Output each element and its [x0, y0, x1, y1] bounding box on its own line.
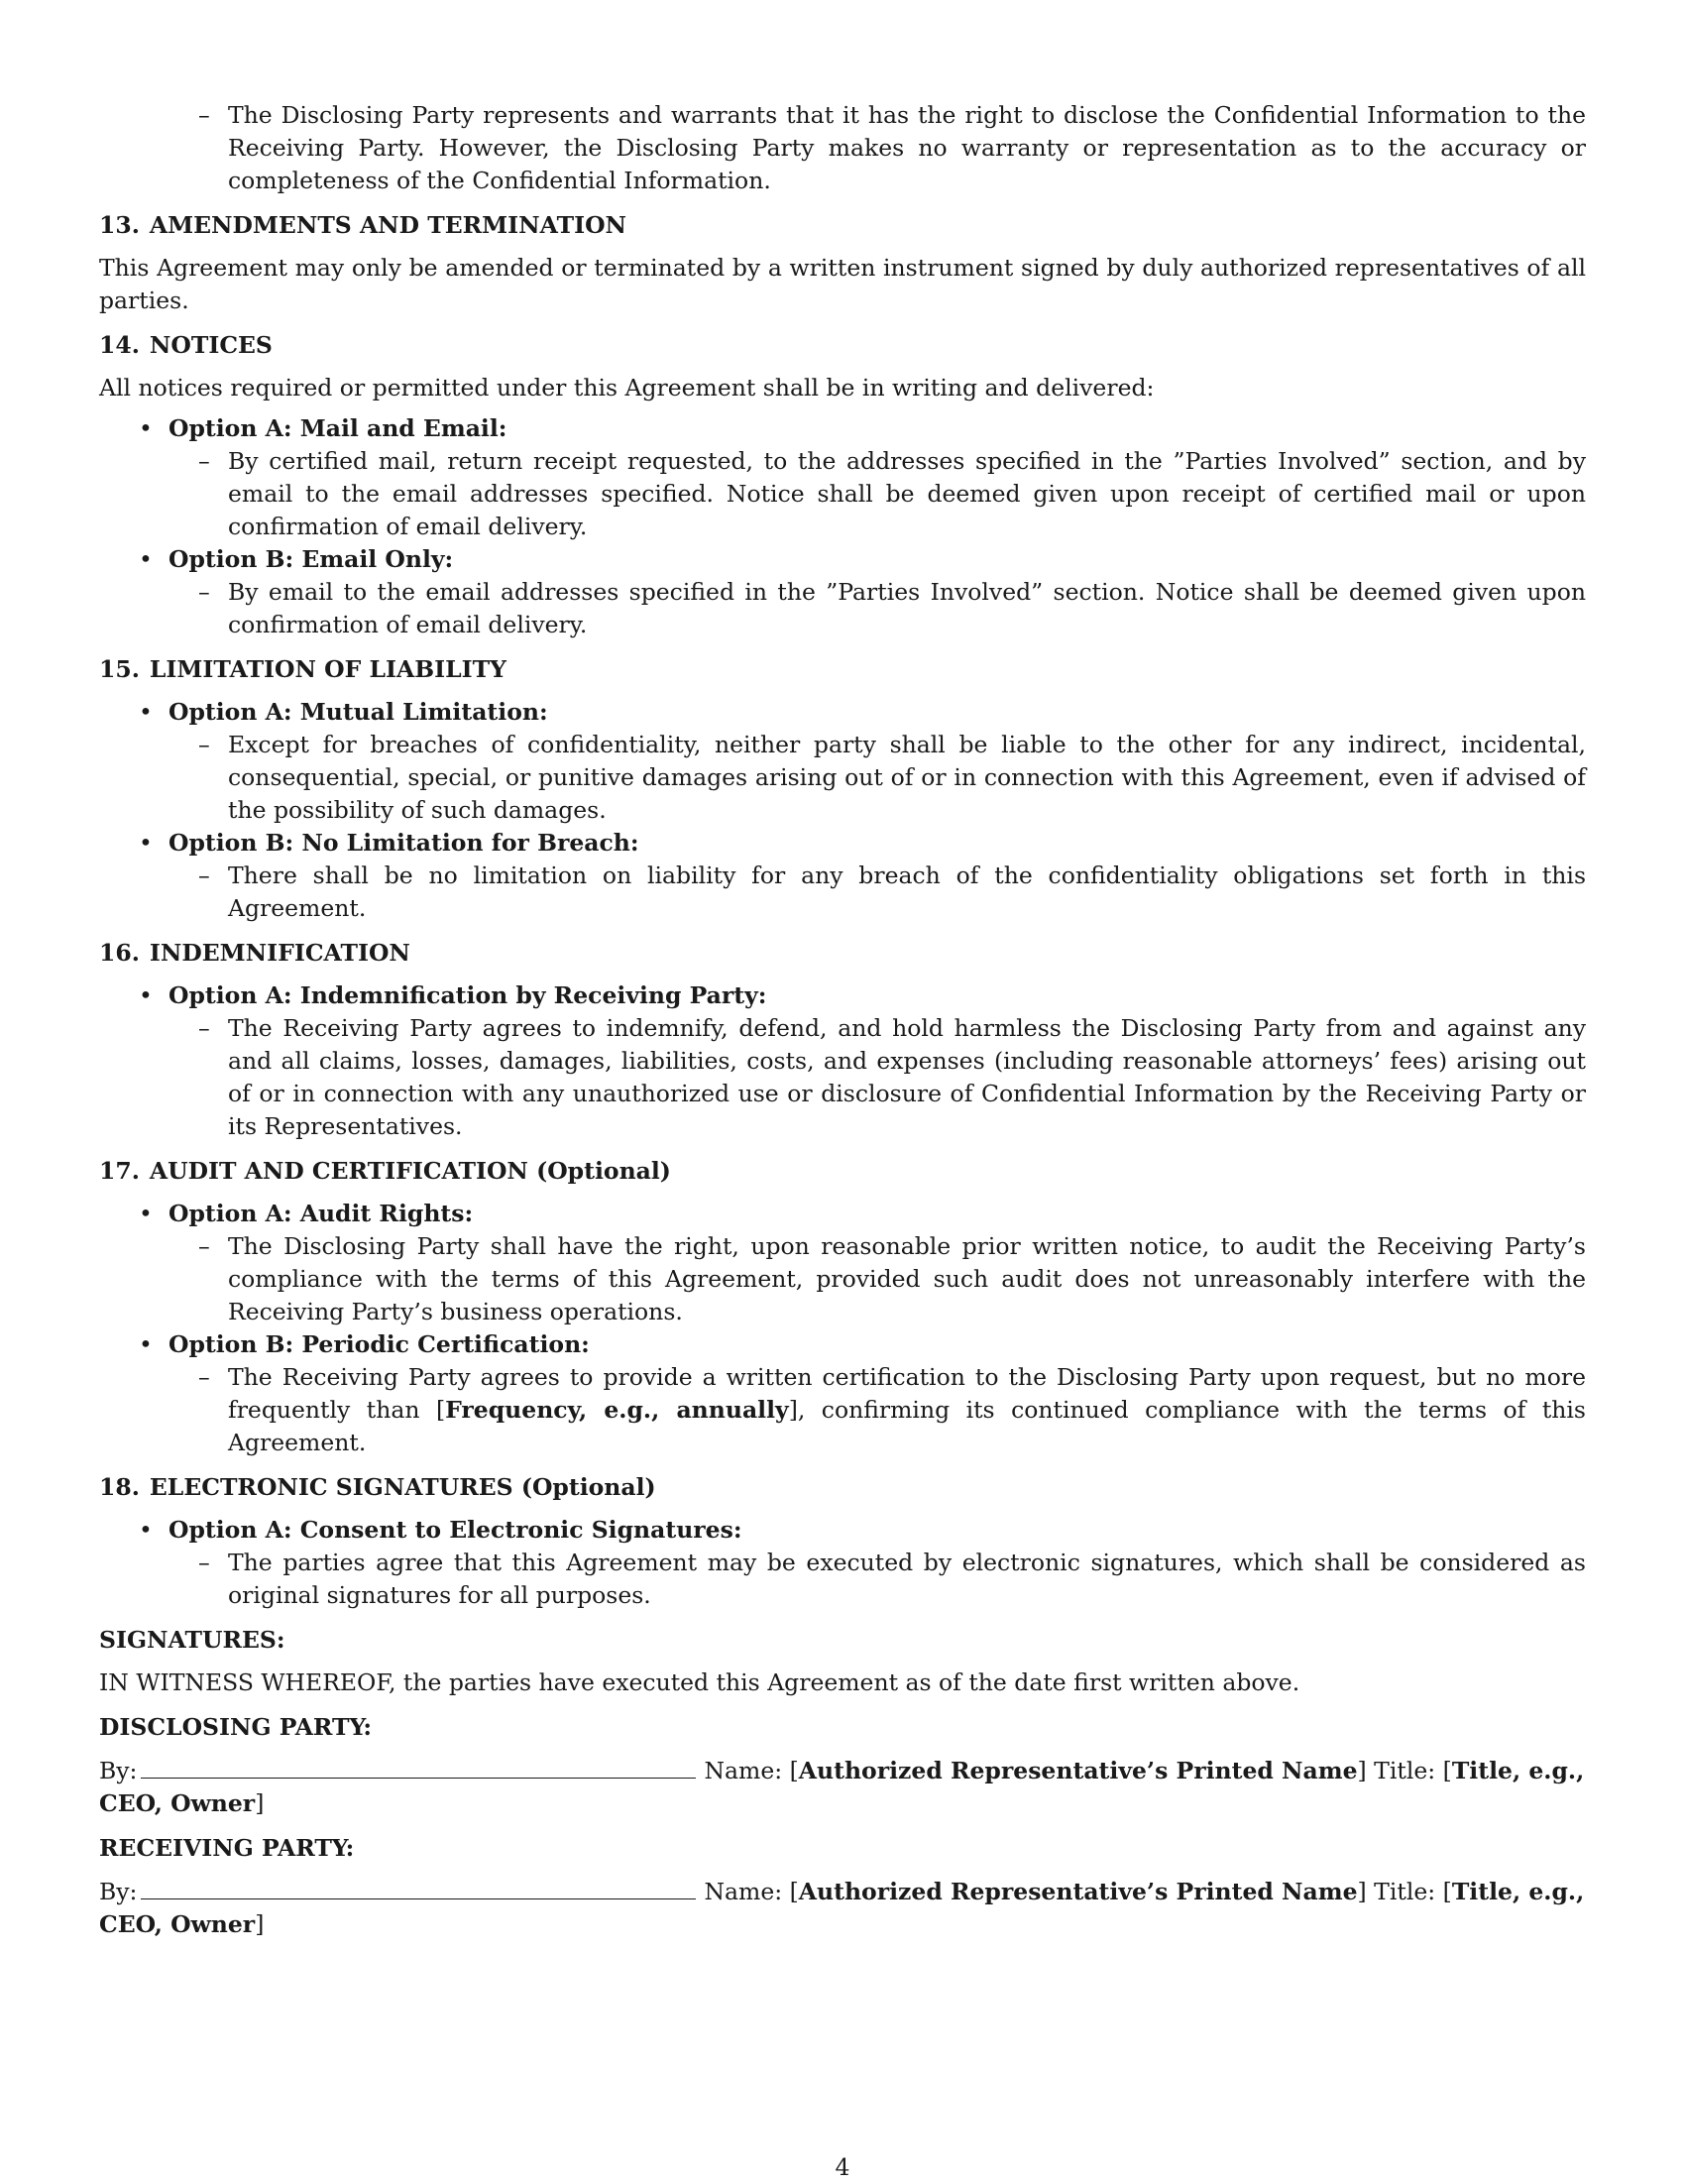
item-text-before: The Receiving Party agrees to provide a written certification to the Disclosing Party upon request, but no more frequently than [	[228, 1363, 1586, 1424]
page-number: 4	[835, 2153, 850, 2181]
item-text: By certified mail, return receipt requested, to the addresses specified in the ”Parties Involved” section, and by email to the email addresses specified. Notice shall be deemed given upon receipt of certified mail or upon confirmation of email delivery.	[228, 447, 1586, 540]
title-label: ] Title: [	[1357, 1878, 1452, 1905]
option-item	[99, 543, 1586, 576]
by-label: By:	[99, 1878, 138, 1905]
option-item	[99, 1514, 1586, 1547]
section-heading-15	[99, 653, 1586, 686]
item-text: Except for breaches of confidentiality, neither party shall be liable to the other for any indirect, incidental, consequential, special, or punitive damages arising out of or in connection with this Agreement, even if advised of the possibility of such damages.	[228, 731, 1586, 824]
section-title: AMENDMENTS AND TERMINATION	[149, 211, 627, 239]
dash-marker: –	[198, 1363, 210, 1391]
bullet-marker: •	[139, 698, 153, 726]
item-text: The Disclosing Party represents and warrants that it has the right to disclose the Confidential Information to the Receiving Party. However, the Disclosing Party makes no warranty or representation as to the accuracy or completeness of the Confidential Information.	[228, 101, 1586, 194]
option-title: Option A: Audit Rights:	[168, 1200, 474, 1227]
option-item	[99, 1328, 1586, 1361]
list-item	[99, 576, 1586, 641]
section-number: 14.	[99, 331, 140, 359]
dash-marker: –	[198, 447, 210, 475]
bullet-marker: •	[139, 414, 153, 442]
list-item	[99, 1230, 1586, 1328]
item-text: The Receiving Party agrees to indemnify, defend, and hold harmless the Disclosing Party from and against any and all claims, losses, damages, liabilities, costs, and expenses (including reasonable attorneys’ fees) arising out of or in connection with any unauthorized use or disclosure of Confidential Information by the Receiving Party or its Representatives.	[228, 1014, 1586, 1140]
option-title: Option A: Mail and Email:	[168, 414, 507, 442]
option-item	[99, 827, 1586, 860]
section-text: All notices required or permitted under this Agreement shall be in writing and delivered:	[99, 374, 1155, 402]
option-item	[99, 696, 1586, 729]
disclosing-signature-block	[99, 1754, 1586, 1820]
receiving-signature-block	[99, 1875, 1586, 1941]
bullet-marker: •	[139, 981, 153, 1009]
dash-marker: –	[198, 862, 210, 889]
name-label: Name: [	[704, 1878, 799, 1905]
name-label: Name: [	[704, 1757, 799, 1784]
section-number: 13.	[99, 211, 140, 239]
placeholder-frequency: Frequency, e.g., annually	[445, 1396, 789, 1424]
section-number: 15.	[99, 655, 140, 683]
dash-marker: –	[198, 101, 210, 129]
document-page	[99, 99, 1586, 1951]
option-title: Option B: Periodic Certification:	[168, 1330, 590, 1358]
option-title: Option A: Mutual Limitation:	[168, 698, 548, 726]
title-placeholder: Title, e.g., CEO, Owner	[99, 1878, 1585, 1938]
bullet-marker: •	[139, 1330, 153, 1358]
option-item	[99, 1198, 1586, 1230]
section-number: 16.	[99, 939, 140, 967]
option-title: Option A: Indemnification by Receiving Party:	[168, 981, 767, 1009]
list-item	[99, 860, 1586, 925]
option-title: Option B: No Limitation for Breach:	[168, 829, 639, 857]
section-title: NOTICES	[149, 331, 273, 359]
witness-text: IN WITNESS WHEREOF, the parties have executed this Agreement as of the date first written above.	[99, 1668, 1300, 1696]
item-text: The parties agree that this Agreement may be executed by electronic signatures, which shall be considered as original signatures for all purposes.	[228, 1549, 1586, 1609]
section-title: INDEMNIFICATION	[149, 939, 410, 967]
section-text: This Agreement may only be amended or terminated by a written instrument signed by duly authorized representatives of all parties.	[99, 254, 1586, 314]
item-text: The Disclosing Party shall have the right, upon reasonable prior written notice, to audit the Receiving Party’s compliance with the terms of this Agreement, provided such audit does not unreasonably interfere with the Receiving Party’s business operations.	[228, 1232, 1586, 1325]
name-placeholder: Authorized Representative’s Printed Name	[798, 1878, 1358, 1905]
receiving-signature-line[interactable]	[141, 1875, 696, 1899]
title-placeholder: Title, e.g., CEO, Owner	[99, 1757, 1585, 1817]
bullet-marker: •	[139, 1200, 153, 1227]
section-heading-17	[99, 1155, 1586, 1188]
disclosing-party-heading: DISCLOSING PARTY:	[99, 1713, 373, 1741]
list-item	[99, 99, 1586, 197]
dash-marker: –	[198, 1014, 210, 1042]
name-placeholder: Authorized Representative’s Printed Name	[798, 1757, 1358, 1784]
close-bracket: ]	[255, 1910, 265, 1938]
title-label: ] Title: [	[1357, 1757, 1452, 1784]
option-title: Option A: Consent to Electronic Signatures:	[168, 1516, 742, 1544]
section-heading-14	[99, 329, 1586, 362]
bullet-marker: •	[139, 545, 153, 573]
item-text-after: ], confirming its continued compliance with the terms of this Agreement.	[228, 1396, 1586, 1456]
list-item	[99, 729, 1586, 827]
section-title: AUDIT AND CERTIFICATION (Optional)	[149, 1157, 671, 1185]
dash-marker: –	[198, 578, 210, 606]
section-heading-18	[99, 1471, 1586, 1504]
item-text: By email to the email addresses specified in the ”Parties Involved” section. Notice shall be deemed given upon confirmation of email delivery.	[228, 578, 1586, 638]
dash-marker: –	[198, 731, 210, 758]
section-number: 17.	[99, 1157, 140, 1185]
close-bracket: ]	[255, 1789, 265, 1817]
item-text: There shall be no limitation on liability for any breach of the confidentiality obligations set forth in this Agreement.	[228, 862, 1586, 922]
section-heading-16	[99, 937, 1586, 970]
section-number: 18.	[99, 1473, 140, 1501]
option-title: Option B: Email Only:	[168, 545, 454, 573]
list-item	[99, 1547, 1586, 1612]
option-item	[99, 412, 1586, 445]
bullet-marker: •	[139, 829, 153, 857]
section-heading-13	[99, 209, 1586, 242]
disclosing-signature-line[interactable]	[141, 1754, 696, 1779]
dash-marker: –	[198, 1232, 210, 1260]
list-item	[99, 1012, 1586, 1143]
dash-marker: –	[198, 1549, 210, 1576]
option-item	[99, 979, 1586, 1012]
section-title: LIMITATION OF LIABILITY	[149, 655, 506, 683]
bullet-marker: •	[139, 1516, 153, 1544]
section-title: ELECTRONIC SIGNATURES (Optional)	[149, 1473, 656, 1501]
list-item	[99, 1361, 1586, 1459]
by-label: By:	[99, 1757, 138, 1784]
receiving-party-heading: RECEIVING PARTY:	[99, 1834, 355, 1862]
signatures-heading: SIGNATURES:	[99, 1626, 285, 1654]
list-item	[99, 445, 1586, 543]
